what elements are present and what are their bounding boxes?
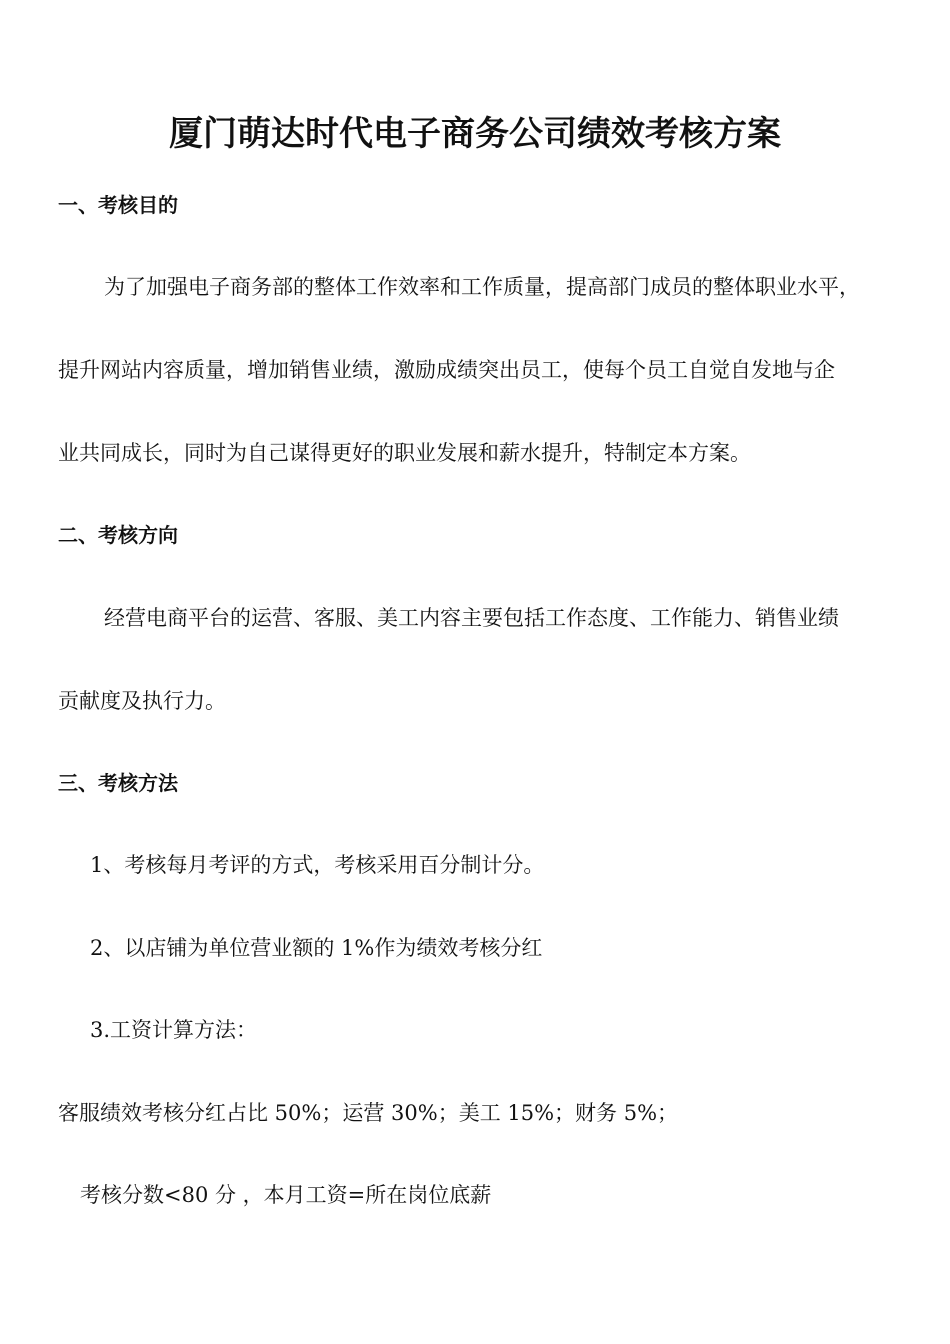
method-item-2: 2、以店铺为单位营业额的 1%作为绩效考核分红 [90,936,543,960]
section-heading-purpose: 一、考核目的 [58,193,178,217]
salary-rule-line: 考核分数<80 分 ，本月工资=所在岗位底薪 [80,1183,492,1207]
method-item-3: 3.工资计算方法： [90,1018,258,1042]
section-heading-direction: 二、考核方向 [58,523,178,547]
method-item-1: 1、考核每月考评的方式，考核采用百分制计分。 [90,853,545,877]
purpose-paragraph-line-2: 提升网站内容质量，增加销售业绩，激励成绩突出员工，使每个员工自觉自发地与企 [58,358,835,382]
direction-paragraph-line-1: 经营电商平台的运营、客服、美工内容主要包括工作态度、工作能力、销售业绩 [104,606,839,630]
purpose-paragraph-line-3: 业共同成长，同时为自己谋得更好的职业发展和薪水提升，特制定本方案。 [58,441,751,465]
document-title: 厦门萌达时代电子商务公司绩效考核方案 [169,114,781,154]
section-heading-method: 三、考核方法 [58,771,178,795]
bonus-ratio-line: 客服绩效考核分红占比 50%；运营 30%；美工 15%；财务 5%； [58,1101,679,1125]
purpose-paragraph-line-1: 为了加强电子商务部的整体工作效率和工作质量，提高部门成员的整体职业水平， [104,275,860,299]
direction-paragraph-line-2: 贡献度及执行力。 [58,689,226,713]
